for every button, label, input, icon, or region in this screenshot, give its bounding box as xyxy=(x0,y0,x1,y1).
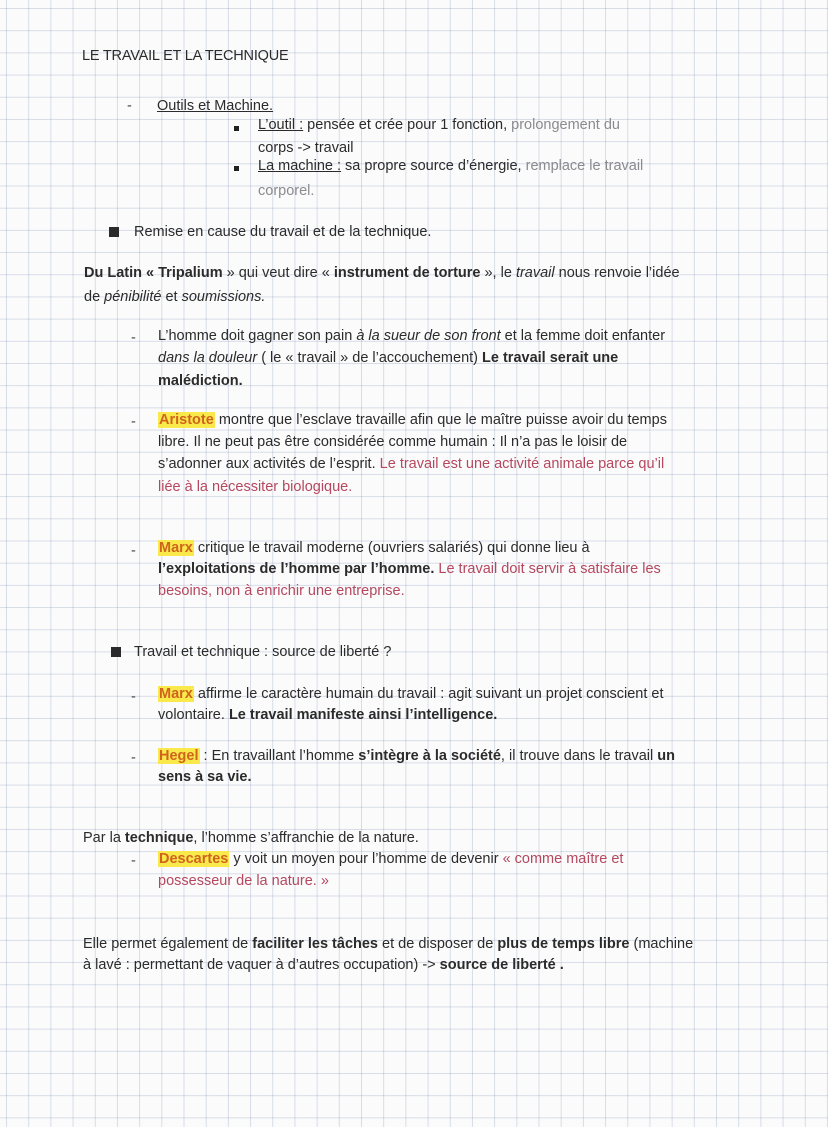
outil-line-2: corps -> travail xyxy=(258,140,354,156)
section-heading-outils: Outils et Machine. xyxy=(157,98,274,114)
section-heading-liberte: Travail et technique : source de liberté ? xyxy=(134,644,392,660)
section-bullet-icon xyxy=(111,647,121,657)
bullet-homme-line-3: malédiction. xyxy=(158,373,243,389)
square-bullet-icon xyxy=(234,166,239,171)
intro-line-2: de pénibilité et soumissions. xyxy=(84,289,266,305)
bullet-aristote-line-2: libre. Il ne peut pas être considérée comme humain : Il n’a pas le loisir de xyxy=(158,434,628,450)
dash-bullet: - xyxy=(131,414,136,430)
section-bullet-icon xyxy=(109,227,119,237)
highlight-hegel: Hegel xyxy=(159,748,199,764)
dash-bullet: - xyxy=(131,853,136,869)
conclusion-line-2: à lavé : permettant de vaquer à d’autres occupation) -> source de liberté . xyxy=(83,957,564,973)
bullet-marx-line-3: besoins, non à enrichir une entreprise. xyxy=(158,583,405,599)
machine-line-1: La machine : sa propre source d’énergie, remplace le travail xyxy=(258,158,644,174)
bullet-aristote-line-3: s’adonner aux activités de l’esprit. Le travail est une activité animale parce qu’il xyxy=(158,456,665,472)
dash-bullet: - xyxy=(131,689,136,705)
bullet-hegel-line-1: Hegel : En travaillant l’homme s’intègre à la société, il trouve dans le travail un xyxy=(159,748,675,764)
highlight-marx: Marx xyxy=(159,686,193,702)
bullet-descartes-line-2: possesseur de la nature. » xyxy=(158,873,329,889)
bullet-aristote-line-1: Aristote montre que l’esclave travaille afin que le maître puisse avoir du temps xyxy=(159,412,667,428)
outil-line-1: L’outil : pensée et crée pour 1 fonction, prolongement du xyxy=(258,117,620,133)
section-heading-remise: Remise en cause du travail et de la technique. xyxy=(134,224,432,240)
technique-line: Par la technique, l’homme s’affranchie de la nature. xyxy=(83,830,419,846)
highlight-marx: Marx xyxy=(159,540,193,556)
intro-line-1: Du Latin « Tripalium » qui veut dire « instrument de torture », le travail nous renvoie l’idée xyxy=(84,265,680,281)
bullet-descartes-line-1: Descartes y voit un moyen pour l’homme de devenir « comme maître et xyxy=(159,851,624,867)
dash-bullet: - xyxy=(131,543,136,559)
bullet-marx2-line-1: Marx affirme le caractère humain du travail : agit suivant un projet conscient et xyxy=(159,686,664,702)
highlight-aristote: Aristote xyxy=(159,412,214,428)
dash-bullet: - xyxy=(131,330,136,346)
square-bullet-icon xyxy=(234,126,239,131)
bullet-homme-line-2: dans la douleur ( le « travail » de l’accouchement) Le travail serait une xyxy=(158,350,619,366)
machine-line-2: corporel. xyxy=(258,183,315,199)
bullet-marx-line-2: l’exploitations de l’homme par l’homme. Le travail doit servir à satisfaire les xyxy=(158,561,661,577)
bullet-aristote-line-4: liée à la nécessiter biologique. xyxy=(158,479,353,495)
bullet-marx2-line-2: volontaire. Le travail manifeste ainsi l’intelligence. xyxy=(158,707,498,723)
dash-bullet: - xyxy=(127,98,132,114)
dash-bullet: - xyxy=(131,750,136,766)
bullet-homme-line-1: L’homme doit gagner son pain à la sueur de son front et la femme doit enfanter xyxy=(158,328,666,344)
bullet-marx-line-1: Marx critique le travail moderne (ouvriers salariés) qui donne lieu à xyxy=(159,540,590,556)
conclusion-line-1: Elle permet également de faciliter les tâches et de disposer de plus de temps libre (machine xyxy=(83,936,694,952)
bullet-hegel-line-2: sens à sa vie. xyxy=(158,769,252,785)
page-title: LE TRAVAIL ET LA TECHNIQUE xyxy=(82,48,289,64)
highlight-descartes: Descartes xyxy=(159,851,229,867)
